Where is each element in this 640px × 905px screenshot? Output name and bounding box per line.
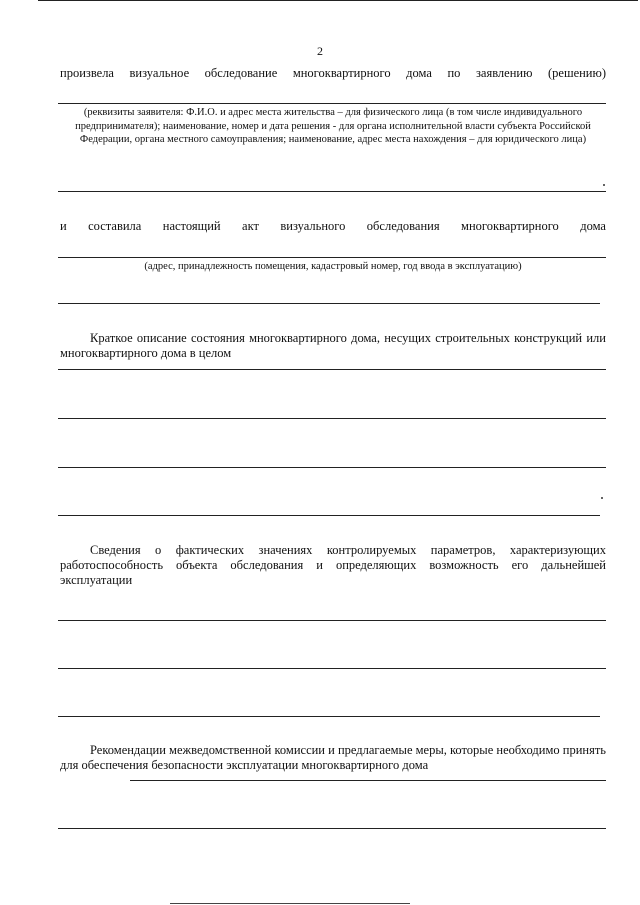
applicant-fill-line-2	[58, 191, 606, 192]
recommendations-heading: Рекомендации межведомственной комиссии и предлагаемые меры, которые необходимо принять для обеспечения безопасности эксплуатации многоквартирного дома	[60, 743, 606, 772]
margin-dot	[601, 497, 603, 499]
address-fill-line	[58, 257, 606, 258]
recommendations-fill-line-2	[58, 828, 606, 829]
parameters-fill-line-2	[58, 668, 606, 669]
recommendations-fill-line-1	[130, 780, 606, 781]
condition-heading: Краткое описание состояния многоквартирного дома, несущих строительных конструкций или многоквартирного дома в целом	[60, 331, 606, 360]
applicant-caption: (реквизиты заявителя: Ф.И.О. и адрес места жительства – для физического лица (в том числе индивидуального предпринимателя); наименование, номер и дата решения - для органа исполнительной власти субъекта Российской Федерации, органа местного самоуправления; наименование, адрес места нахождения – для юридического лица)	[75, 107, 591, 145]
address-fill-line-2	[58, 303, 600, 304]
applicant-line: произвела визуальное обследование многоквартирного дома по заявлению (решению)	[60, 66, 606, 80]
address-caption: (адрес, принадлежность помещения, кадастровый номер, год ввода в эксплуатацию)	[144, 261, 522, 272]
page-bottom-border	[170, 903, 410, 904]
applicant-fill-line	[58, 103, 606, 104]
parameters-heading: Сведения о фактических значениях контролируемых параметров, характеризующих работоспособность объекта обследования и определяющих возможность его дальнейшей эксплуатации	[60, 543, 606, 587]
page-number: 2	[317, 44, 323, 58]
parameters-fill-line-3	[58, 716, 600, 717]
page-top-border	[38, 0, 638, 1]
condition-fill-line-2	[58, 418, 606, 419]
margin-dot	[603, 184, 605, 186]
act-line: и составила настоящий акт визуального обследования многоквартирного дома	[60, 219, 606, 233]
condition-fill-line-3	[58, 467, 606, 468]
condition-fill-line-1	[58, 369, 606, 370]
parameters-fill-line-1	[58, 620, 606, 621]
condition-fill-line-4	[58, 515, 600, 516]
